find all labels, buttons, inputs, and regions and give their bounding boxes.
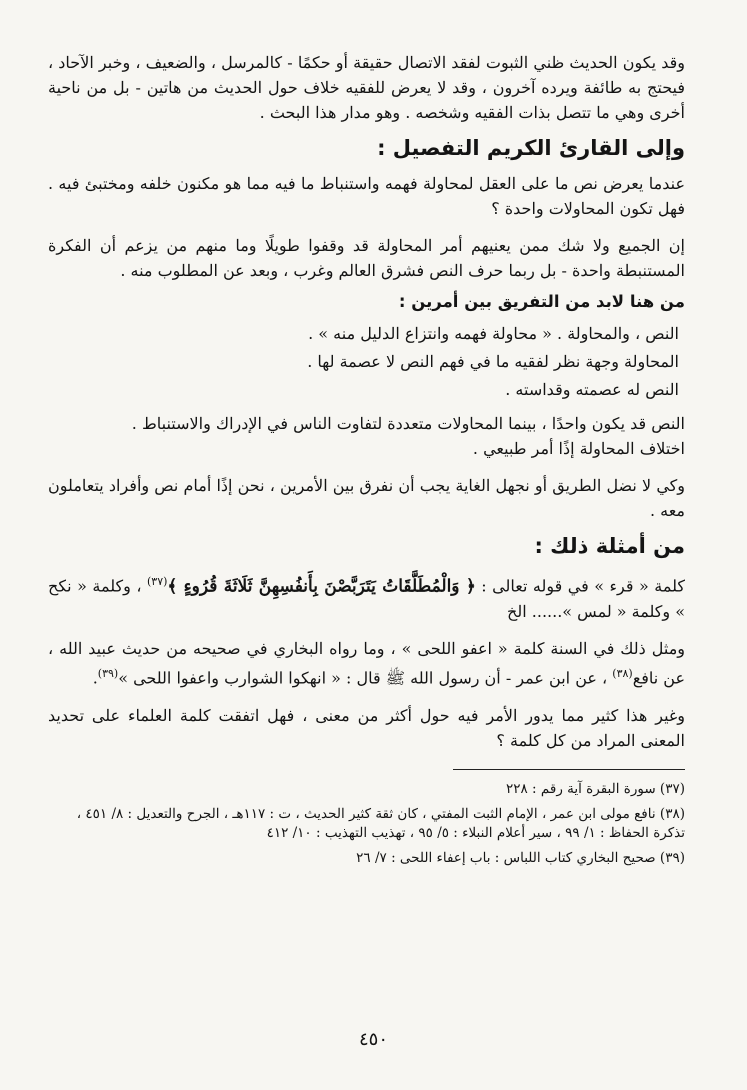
example-qur-suffix: ، وكلمة « نكح » وكلمة « لمس »...... الخ (48, 576, 685, 622)
list-item-text-sanctity: النص له عصمته وقداسته . (505, 380, 679, 399)
paragraph-distinguish-two: وكي لا نضل الطريق أو نجهل الغاية يجب أن نفرق بين الأمرين ، نحن إذًا أمام نص وأفراد يتعاملون معه . (48, 476, 685, 520)
footnote-ref-38: (٣٨) (612, 667, 633, 681)
paragraph-difference-natural: اختلاف المحاولة إذًا أمر طبيعي . (472, 439, 685, 458)
list-item-attempt-viewpoint: المحاولة وجهة نظر لفقيه ما في فهم النص لا عصمة لها . (307, 352, 679, 371)
footnote-divider (453, 769, 685, 770)
example-sunnah-part-b: ، عن ابن عمر - أن رسول الله ﷺ قال : « انهكوا الشوارب واعفوا اللحى » (118, 668, 608, 688)
paragraph-text-single: النص قد يكون واحدًا ، بينما المحاولات متعددة لتفاوت الناس في الإدراك والاستنباط . (131, 414, 685, 433)
example-quran-word (48, 569, 685, 624)
paragraph-closing-question: وغير هذا كثير مما يدور الأمر فيه حول أكثر من معنى ، فهل اتفقت كلمة العلماء على تحديد المعنى المراد من كل كلمة ؟ (48, 705, 685, 750)
quran-verse: ﴿ وَالْمُطَلَّقَاتُ يَتَرَبَّصْنَ بِأَنفُسِهِنَّ ثَلَاثَةَ قُرُوءٍ ﴾ (167, 576, 476, 597)
example-sunnah-part-a: ومثل ذلك في السنة كلمة « اعفو اللحى » ، وما رواه البخاري في صحيحه من حديث عبيد الله ، عن نافع (48, 639, 685, 688)
example-qur-prefix: كلمة « قرء » في قوله تعالى : (481, 576, 685, 596)
paragraph-attempts-differ: إن الجميع ولا شك ممن يعنيهم أمر المحاولة قد وقفوا طويلًا وما منهم من يزعم أن الفكرة المستنبطة واحدة - بل ربما حرف النص فشرق العالم وغرب ، وبعد عن المطلوب منه . (48, 236, 685, 280)
list-item-text-and-attempt: النص ، والمحاولة . « محاولة فهمه وانتزاع الدليل منه » . (308, 324, 679, 343)
footnote-ref-37: (٣٧) (146, 575, 168, 588)
example-sunnah (48, 636, 685, 690)
footnote-38: (٣٨) نافع مولى ابن عمر ، الإمام الثبت المفتي ، كان ثقة كثير الحديث ، ت : ١١٧هـ ، الجرح والتعديل : ٨/ ٤٥١ ، تذكرة الحفاظ : ١/ ٩٩ ، سير أعلام النبلاء : ٥/ ٩٥ ، تهذيب التهذيب : ١٠/ ٤١٢ (76, 805, 685, 841)
section-heading-details: وإلى القارئ الكريم التفصيل : (377, 136, 685, 160)
subheading-distinguish: من هنا لابد من التفريق بين أمرين : (398, 292, 685, 311)
example-sunnah-end: . (92, 668, 98, 688)
intro-paragraph: وقد يكون الحديث ظني الثبوت لفقد الاتصال حقيقة أو حكمًا - كالمرسل ، والضعيف ، وخبر الآحاد ، فيحتج به طائفة ويرده آخرون ، وقد لا يعرض للفقيه خلاف حول الحديث من هاتين - بل من ناحية أخرى وهي ما تتصل بذات الفقيه وشخصه . وهو مدار هذا البحث . (48, 53, 686, 122)
paragraph-text-interpretation: عندما يعرض نص ما على العقل لمحاولة فهمه واستنباط ما فيه مما هو مكنون خلفه ومختبئ فيه . فهل تكون المحاولات واحدة ؟ (48, 174, 686, 218)
footnote-39: (٣٩) صحيح البخاري كتاب اللباس : باب إعفاء اللحى : ٧/ ٢٦ (356, 849, 685, 866)
footnote-37: (٣٧) سورة البقرة آية رقم : ٢٢٨ (506, 780, 685, 797)
section-heading-examples: من أمثلة ذلك : (534, 534, 685, 558)
footnote-ref-39: (٣٩) (97, 667, 119, 681)
page-number: ٤٥٠ (358, 1029, 388, 1050)
